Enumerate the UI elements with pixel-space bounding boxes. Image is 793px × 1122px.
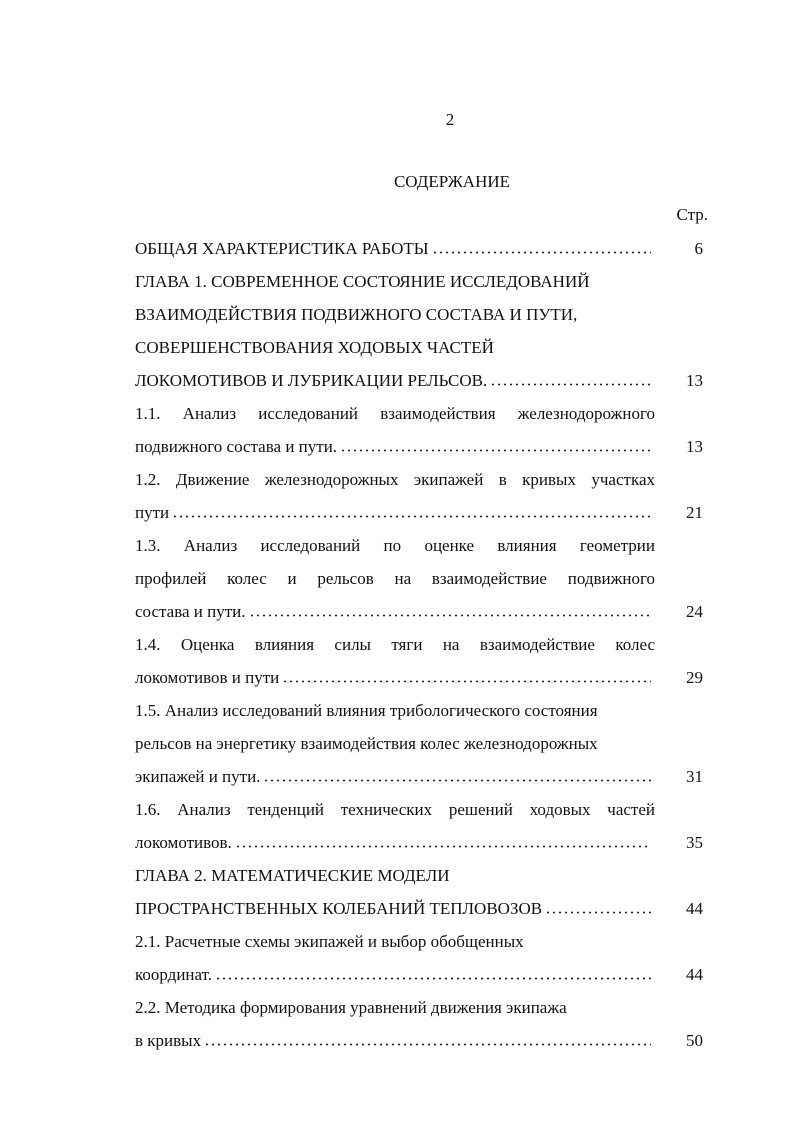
toc-line-text: 2.1. Расчетные схемы экипажей и выбор обобщенных <box>135 932 524 951</box>
toc-line-text: ВЗАИМОДЕЙСТВИЯ ПОДВИЖНОГО СОСТАВА И ПУТИ, <box>135 305 578 324</box>
toc-entry <box>135 1027 655 1055</box>
toc-page-number: 21 <box>686 503 703 522</box>
toc-line-text: СОВЕРШЕНСТВОВАНИЯ ХОДОВЫХ ЧАСТЕЙ <box>135 338 494 357</box>
toc-line <box>135 961 703 994</box>
dot-leader <box>432 251 651 254</box>
toc-line <box>135 466 703 499</box>
toc-page-number: 31 <box>686 767 703 786</box>
toc-line-text: координат. <box>135 965 213 984</box>
dot-leader <box>490 383 651 386</box>
toc-entry <box>135 235 655 263</box>
dot-leader <box>545 911 651 914</box>
toc-line <box>135 994 703 1027</box>
toc-line <box>135 862 703 895</box>
toc-line-text: профилей колес и рельсов на взаимодействие подвижного <box>135 569 655 588</box>
toc-line-text: локомотивов. <box>135 833 232 852</box>
toc-entry <box>135 367 655 395</box>
dot-leader <box>172 515 651 518</box>
toc-line-text: 1.6. Анализ тенденций технических решений ходовых частей <box>135 800 655 819</box>
toc-line-text: 1.2. Движение железнодорожных экипажей в кривых участках <box>135 470 655 489</box>
page-title: СОДЕРЖАНИЕ <box>393 172 511 191</box>
toc-line <box>135 796 703 829</box>
toc-page-number: 13 <box>686 371 703 390</box>
toc-line-text: ГЛАВА 1. СОВРЕМЕННОЕ СОСТОЯНИЕ ИССЛЕДОВАНИЙ <box>135 272 590 291</box>
toc-entry <box>135 895 655 923</box>
dot-leader <box>235 845 651 848</box>
toc-line <box>135 400 703 433</box>
toc-line-text: локомотивов и пути <box>135 668 280 687</box>
toc-line-text: в кривых <box>135 1031 202 1050</box>
toc-line <box>135 664 703 697</box>
toc-line <box>135 1027 703 1060</box>
toc-page-number: 50 <box>686 1031 703 1050</box>
dot-leader <box>263 779 651 782</box>
toc-line <box>135 334 703 367</box>
table-of-contents <box>135 235 703 1060</box>
toc-line-text: пути <box>135 503 170 522</box>
toc-line <box>135 763 703 796</box>
toc-entry <box>135 433 655 461</box>
dot-leader <box>215 977 651 980</box>
toc-page-number: 6 <box>694 239 703 258</box>
toc-line-text: ОБЩАЯ ХАРАКТЕРИСТИКА РАБОТЫ <box>135 239 429 258</box>
toc-line-text: подвижного состава и пути. <box>135 437 338 456</box>
page-number: 2 <box>445 110 455 129</box>
toc-line-text: 2.2. Методика формирования уравнений движения экипажа <box>135 998 567 1017</box>
toc-line <box>135 367 703 400</box>
toc-line-text: состава и пути. <box>135 602 246 621</box>
toc-line <box>135 631 703 664</box>
toc-line-text: ЛОКОМОТИВОВ И ЛУБРИКАЦИИ РЕЛЬСОВ. <box>135 371 488 390</box>
page-column-label: Стр. <box>676 205 708 224</box>
toc-line <box>135 433 703 466</box>
toc-line <box>135 928 703 961</box>
toc-line-text: 1.3. Анализ исследований по оценке влияния геометрии <box>135 536 655 555</box>
toc-entry <box>135 598 655 626</box>
toc-entry <box>135 961 655 989</box>
toc-page-number: 44 <box>686 899 703 918</box>
toc-line <box>135 697 703 730</box>
toc-line-text: экипажей и пути. <box>135 767 261 786</box>
dot-leader <box>249 614 651 617</box>
toc-line <box>135 895 703 928</box>
toc-entry <box>135 499 655 527</box>
toc-line-text: рельсов на энергетику взаимодействия колес железнодорожных <box>135 734 598 753</box>
toc-line <box>135 565 703 598</box>
toc-line-text: 1.5. Анализ исследований влияния трибологического состояния <box>135 701 598 720</box>
toc-page-number: 24 <box>686 602 703 621</box>
toc-entry <box>135 763 655 791</box>
toc-entry <box>135 664 655 692</box>
toc-line <box>135 301 703 334</box>
toc-line <box>135 268 703 301</box>
toc-page-number: 44 <box>686 965 703 984</box>
toc-page-number: 13 <box>686 437 703 456</box>
toc-line <box>135 235 703 268</box>
dot-leader <box>340 449 651 452</box>
toc-line <box>135 499 703 532</box>
toc-line-text: ПРОСТРАНСТВЕННЫХ КОЛЕБАНИЙ ТЕПЛОВОЗОВ <box>135 899 543 918</box>
toc-page-number: 35 <box>686 833 703 852</box>
toc-line-text: 1.4. Оценка влияния силы тяги на взаимодействие колес <box>135 635 655 654</box>
toc-line <box>135 829 703 862</box>
toc-page-number: 29 <box>686 668 703 687</box>
dot-leader <box>282 680 651 683</box>
toc-line-text: ГЛАВА 2. МАТЕМАТИЧЕСКИЕ МОДЕЛИ <box>135 866 450 885</box>
toc-line <box>135 730 703 763</box>
toc-line-text: 1.1. Анализ исследований взаимодействия железнодорожного <box>135 404 655 423</box>
toc-entry <box>135 829 655 857</box>
toc-line <box>135 598 703 631</box>
toc-line <box>135 532 703 565</box>
dot-leader <box>204 1043 651 1046</box>
